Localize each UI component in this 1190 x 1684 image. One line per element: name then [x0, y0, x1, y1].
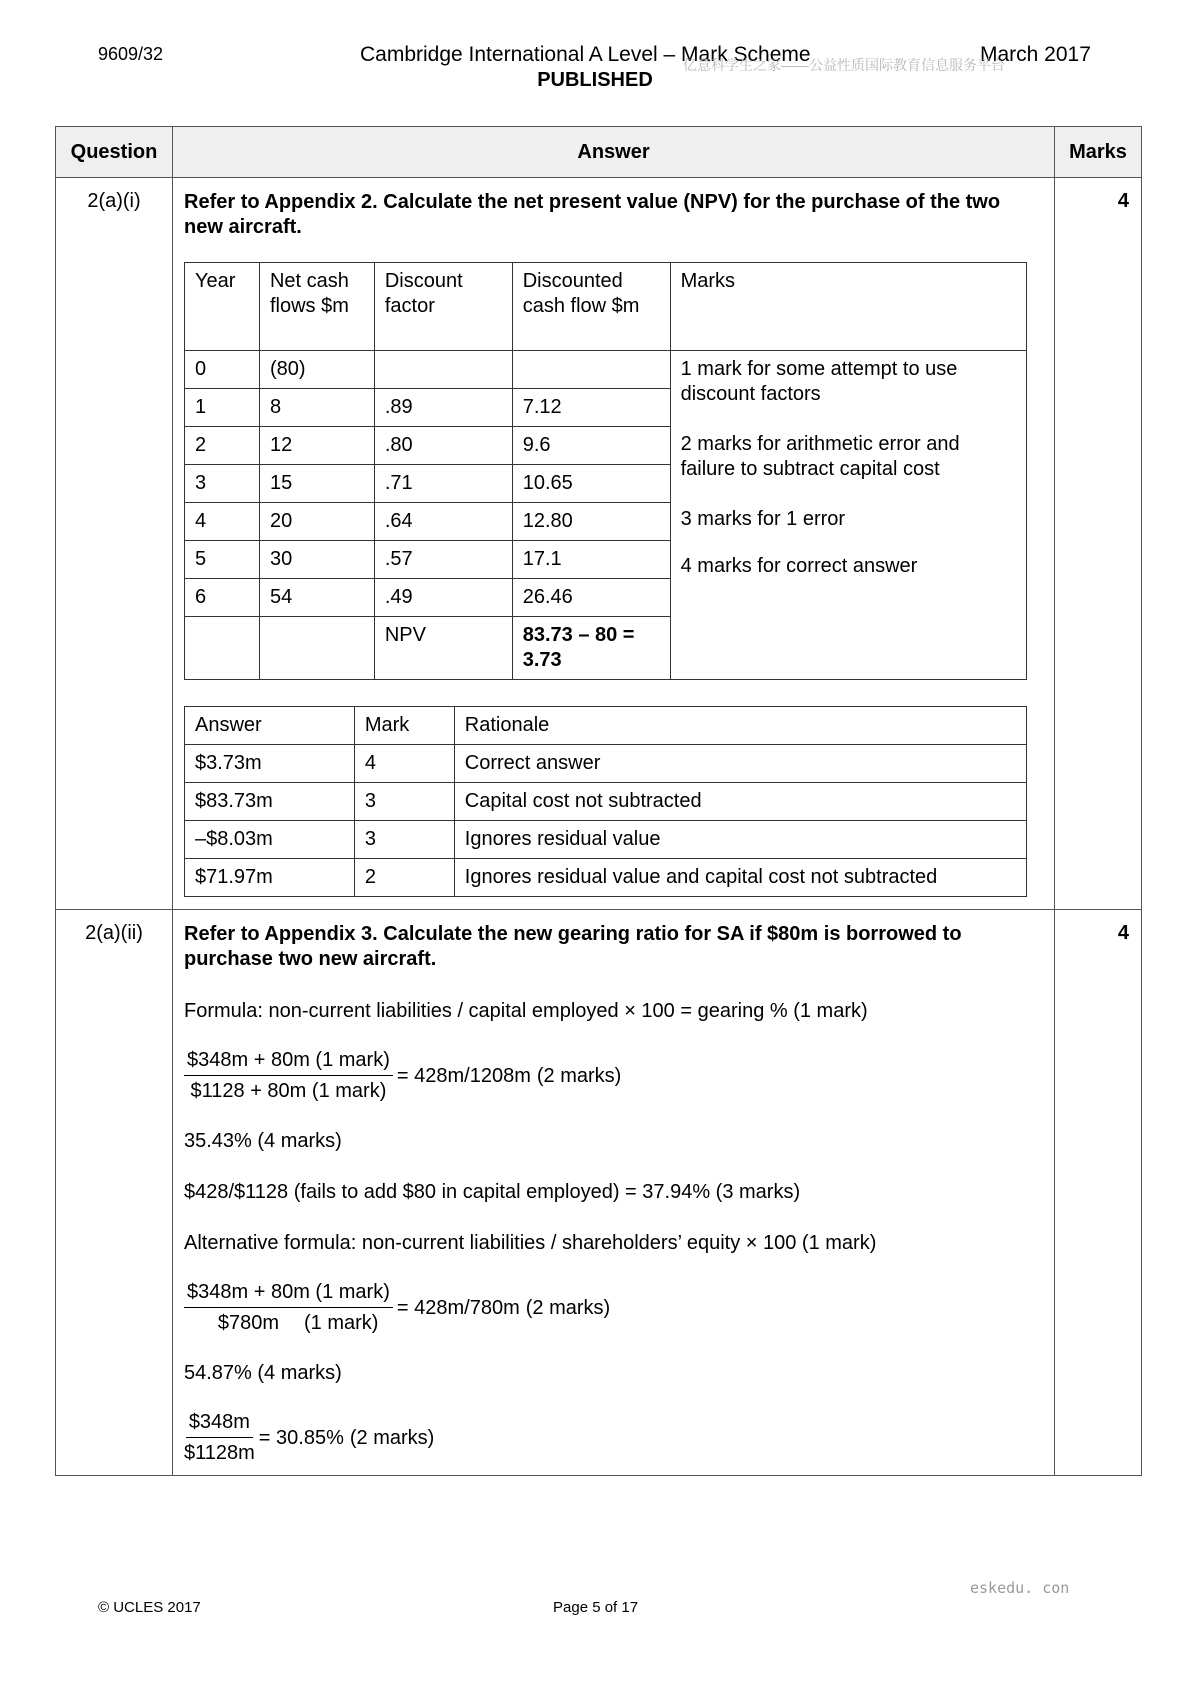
- published-label: PUBLISHED: [537, 69, 653, 91]
- npv-cell: 1: [185, 389, 260, 427]
- npv-cell: .64: [374, 503, 512, 541]
- exam-date: March 2017: [980, 43, 1091, 66]
- fraction: $\frac{\text{\$348m + 80m (1 mark)}}{\text{\$1128 + 80m (1 mark)}}$: [184, 1049, 393, 1103]
- denominator: $1128 + 80m: [190, 1080, 307, 1102]
- rationale-header-cell: Answer: [185, 707, 355, 745]
- result-text: 54.87% (4 marks): [184, 1362, 342, 1384]
- rationale-cell: Correct answer: [454, 745, 1026, 783]
- rationale-cell: Ignores residual value: [454, 821, 1026, 859]
- npv-header-cell: Net cash flows $m: [259, 263, 374, 351]
- npv-cell: 54: [259, 579, 374, 617]
- npv-cell: 15: [259, 465, 374, 503]
- result-text: 35.43% (4 marks): [184, 1130, 342, 1152]
- npv-cell: 20: [259, 503, 374, 541]
- rationale-header-cell: Rationale: [454, 707, 1026, 745]
- gearing-calculation: $\frac{\text{\$348m + 80m (1 mark)}}{\text{\$1128 + 80m (1 mark)}}$ = 428m/1208m (2 marks): [184, 1049, 1044, 1103]
- marks-notes-cell: [670, 351, 1026, 680]
- answer-rationale-table: [184, 706, 1027, 897]
- npv-cell: [512, 351, 670, 389]
- npv-cell: 9.6: [512, 427, 670, 465]
- npv-cell: 17.1: [512, 541, 670, 579]
- col-answer-header: Answer: [173, 127, 1055, 178]
- numerator: $348m + 80m: [187, 1049, 310, 1071]
- col-marks-header: Marks: [1055, 127, 1142, 178]
- npv-cell: 4: [185, 503, 260, 541]
- mark-scheme-table: [55, 126, 1142, 1476]
- question-marks: 4: [1055, 910, 1142, 1476]
- npv-cell: (80): [259, 351, 374, 389]
- npv-cell: 6: [185, 579, 260, 617]
- npv-cell: .80: [374, 427, 512, 465]
- rationale-row: [185, 745, 1027, 783]
- rationale-header-row: [185, 707, 1027, 745]
- question-text: Refer to Appendix 2. Calculate the net present value (NPV) for the purchase of the two new aircraft.: [184, 191, 1001, 238]
- rationale-cell: –$8.03m: [185, 821, 355, 859]
- fraction: [184, 1411, 255, 1465]
- question-row: [56, 910, 1142, 1476]
- question-row: [56, 178, 1142, 910]
- rationale-cell: $3.73m: [185, 745, 355, 783]
- marks-note: 2 marks for arithmetic error and failure to subtract capital cost: [680, 433, 960, 480]
- numerator: $348m + 80m: [187, 1281, 310, 1303]
- denominator: $1128m: [184, 1442, 255, 1464]
- npv-header-row: [185, 263, 1027, 351]
- table-header-row: [56, 127, 1142, 178]
- npv-value: 83.73 – 80 = 3.73: [512, 617, 670, 680]
- npv-cell: .49: [374, 579, 512, 617]
- fraction-result: = 428m/1208m: [396, 1064, 531, 1087]
- npv-cell: 26.46: [512, 579, 670, 617]
- npv-cell: 3: [185, 465, 260, 503]
- npv-cell: 10.65: [512, 465, 670, 503]
- gearing-formula: Formula: non-current liabilities / capital employed × 100 = gearing % (1 mark): [184, 1000, 868, 1022]
- rationale-cell: $71.97m: [185, 859, 355, 897]
- fraction-result: = 428m/780m: [396, 1296, 520, 1319]
- site-watermark: eskedu. con: [970, 1579, 1070, 1597]
- marks-note: 1 mark for some attempt to use discount factors: [680, 358, 958, 405]
- denominator: $780m: [217, 1312, 279, 1334]
- rationale-cell: $83.73m: [185, 783, 355, 821]
- rationale-header-cell: Mark: [354, 707, 454, 745]
- marks-note: 4 marks for correct answer: [680, 555, 918, 577]
- npv-row: [185, 351, 1027, 389]
- npv-cell: 12.80: [512, 503, 670, 541]
- rationale-row: [185, 859, 1027, 897]
- npv-cell: 0: [185, 351, 260, 389]
- rationale-cell: 3: [354, 821, 454, 859]
- question-text: Refer to Appendix 3. Calculate the new gearing ratio for SA if $80m is borrowed to purchase two new aircraft.: [184, 923, 962, 970]
- alternative-formula: Alternative formula: non-current liabilities / shareholders’ equity × 100 (1 mark): [184, 1232, 877, 1254]
- rationale-row: [185, 821, 1027, 859]
- npv-cell: 8: [259, 389, 374, 427]
- gearing-calculation-fail: $\frac{\$348m}{\$1128m}$ = 30.85% (2 marks): [184, 1411, 435, 1464]
- npv-cell: .89: [374, 389, 512, 427]
- npv-cell: 5: [185, 541, 260, 579]
- npv-header-cell: Marks: [670, 263, 1026, 351]
- watermark-text: 亿意科学生之家——公益性质国际教育信息服务平台: [683, 57, 1005, 73]
- npv-cell: .57: [374, 541, 512, 579]
- rationale-cell: Ignores residual value and capital cost not subtracted: [454, 859, 1026, 897]
- npv-header-cell: Year: [185, 263, 260, 351]
- rationale-cell: 2: [354, 859, 454, 897]
- gearing-calculation-alt: $\frac{\text{\$348m + 80m (1 mark)}}{\text{\$780m (1 mark)}}$ = 428m/780m (2 marks): [184, 1281, 1044, 1335]
- fraction-result: = 30.85%: [258, 1426, 344, 1449]
- alternative-fail-text: $428/$1128 (fails to add $80 in capital employed) = 37.94% (3 marks): [184, 1181, 801, 1203]
- npv-header-cell: Discount factor: [374, 263, 512, 351]
- fraction: $\frac{\text{\$348m + 80m (1 mark)}}{\text{\$780m (1 mark)}}$: [184, 1281, 393, 1335]
- rationale-row: [185, 783, 1027, 821]
- document-title: Cambridge International A Level – Mark Scheme: [360, 43, 811, 66]
- npv-cell: 12: [259, 427, 374, 465]
- question-number: 2(a)(ii): [56, 910, 173, 1476]
- rationale-cell: 3: [354, 783, 454, 821]
- question-marks: 4: [1055, 178, 1142, 910]
- numerator: $348m: [186, 1411, 253, 1438]
- rationale-cell: 4: [354, 745, 454, 783]
- npv-table: [184, 262, 1027, 680]
- copyright: © UCLES 2017: [98, 1599, 201, 1616]
- page-number: Page 5 of 17: [553, 1599, 639, 1616]
- marks-note: 3 marks for 1 error: [680, 508, 846, 530]
- rationale-cell: Capital cost not subtracted: [454, 783, 1026, 821]
- answer-cell: [173, 178, 1055, 910]
- npv-label: NPV: [374, 617, 512, 680]
- npv-cell: 30: [259, 541, 374, 579]
- npv-cell: [374, 351, 512, 389]
- question-number: 2(a)(i): [56, 178, 173, 910]
- paper-code: 9609/32: [98, 44, 164, 64]
- answer-cell: [173, 910, 1055, 1476]
- npv-cell: 2: [185, 427, 260, 465]
- col-question-header: Question: [56, 127, 173, 178]
- npv-header-cell: Discounted cash flow $m: [512, 263, 670, 351]
- npv-cell: .71: [374, 465, 512, 503]
- npv-cell: 7.12: [512, 389, 670, 427]
